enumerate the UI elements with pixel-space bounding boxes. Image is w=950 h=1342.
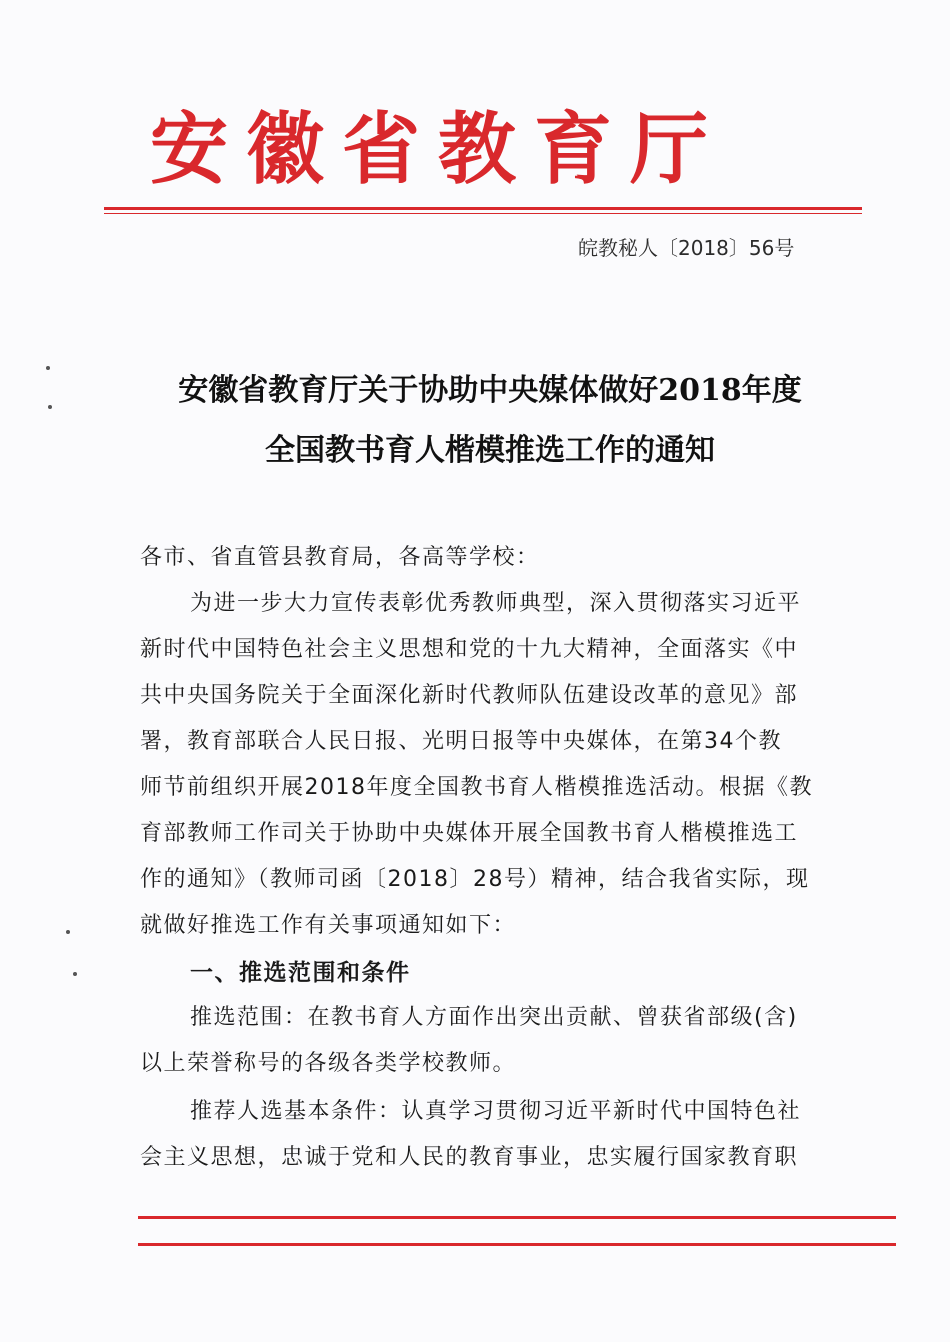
section-heading: 一、推选范围和条件 [190, 960, 411, 986]
paragraph-line: 作的通知》（教师司函〔2018〕28号）精神，结合我省实际，现 [140, 867, 810, 892]
issuing-organization-header: 安徽省教育厅 [150, 104, 727, 195]
header-red-rule [104, 207, 862, 210]
binding-hole-mark [46, 366, 50, 370]
document-title-line-1: 安徽省教育厅关于协助中央媒体做好2018年度 [178, 373, 802, 408]
paragraph-line: 育部教师工作司关于协助中央媒体开展全国教书育人楷模推选工 [140, 821, 799, 846]
conditions-line: 会主义思想，忠诚于党和人民的教育事业，忠实履行国家教育职 [140, 1145, 799, 1170]
scope-line: 以上荣誉称号的各级各类学校教师。 [140, 1051, 517, 1076]
paragraph-line: 为进一步大力宣传表彰优秀教师典型，深入贯彻落实习近平 [190, 591, 802, 616]
paragraph-line: 师节前组织开展2018年度全国教书育人楷模推选活动。根据《教 [140, 775, 813, 800]
salutation: 各市、省直管县教育局，各高等学校： [140, 545, 540, 570]
header-red-rule-thin [104, 213, 862, 214]
document-title-line-2: 全国教书育人楷模推选工作的通知 [265, 433, 715, 468]
paragraph-line: 共中央国务院关于全面深化新时代教师队伍建设改革的意见》部 [140, 683, 799, 708]
document-number: 皖教秘人〔2018〕56号 [578, 236, 795, 260]
binding-hole-mark [66, 930, 70, 934]
binding-hole-mark [48, 405, 52, 409]
conditions-line: 推荐人选基本条件：认真学习贯彻习近平新时代中国特色社 [190, 1099, 802, 1124]
binding-hole-mark [73, 972, 77, 976]
paragraph-line: 新时代中国特色社会主义思想和党的十九大精神，全面落实《中 [140, 637, 799, 662]
footer-red-rule-2 [138, 1243, 896, 1246]
paragraph-line: 就做好推选工作有关事项通知如下： [140, 913, 517, 938]
footer-red-rule [138, 1216, 896, 1219]
paragraph-line: 署，教育部联合人民日报、光明日报等中央媒体，在第34个教 [140, 729, 782, 754]
scope-line: 推选范围：在教书育人方面作出突出贡献、曾获省部级(含) [190, 1005, 798, 1030]
